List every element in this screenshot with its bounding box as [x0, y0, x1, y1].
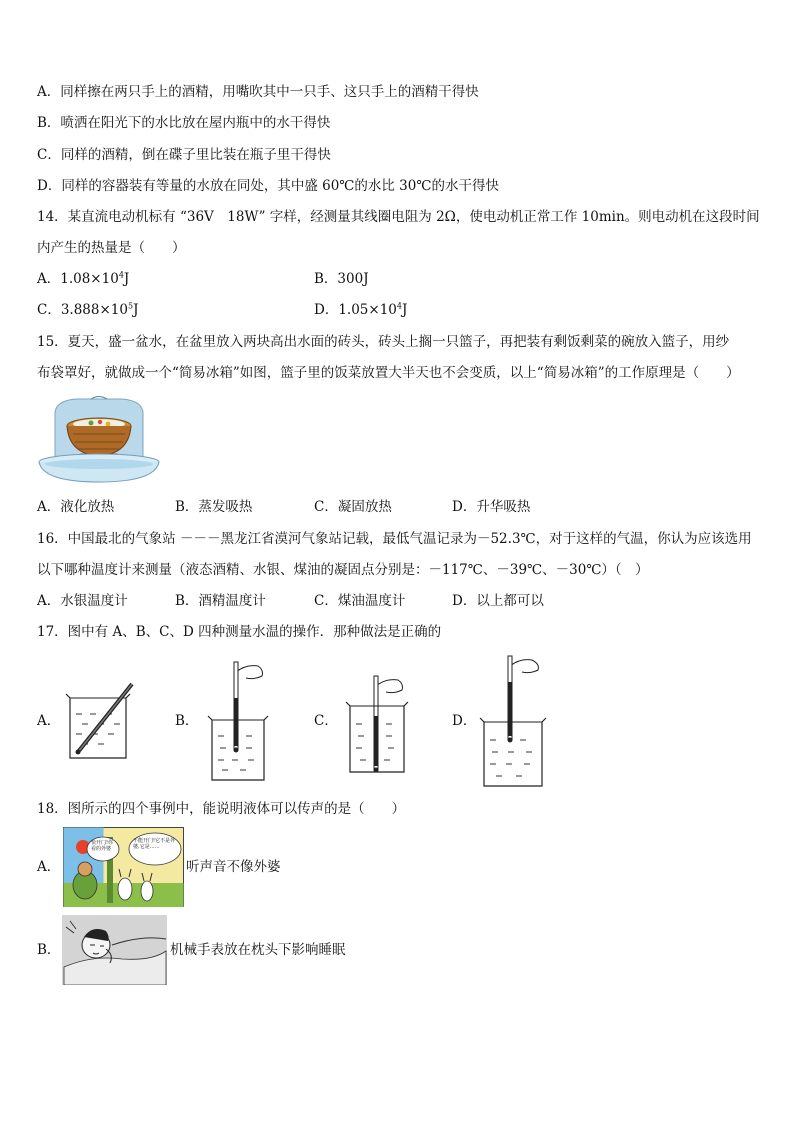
q14-option-a-unit: J: [123, 271, 130, 287]
q17-label-a: A．: [37, 713, 61, 729]
q16-stem-line2: 以下哪种温度计来测量（液态酒精、水银、煤油的凝固点分别是：－117℃、－39℃、－30℃）（ ）: [37, 562, 649, 578]
q18-figure-b-sleeping: [62, 915, 167, 985]
q14-option-b: B．300J: [314, 271, 369, 287]
q18-label-b: B．: [37, 942, 61, 958]
q15-stem-line2: 布袋罩好，就做成一个“简易冰箱”如图，篮子里的饭菜放置大半天也不会变质，以上“简易冰箱”的工作原理是（ ）: [37, 365, 740, 381]
q15-option-a: A．液化放热: [37, 499, 115, 515]
q14-option-a-exp: 4: [118, 270, 124, 280]
q17-label-c: C．: [314, 713, 338, 729]
q16-option-d: D．以上都可以: [452, 593, 544, 609]
q14-option-a-base: A．1.08×10: [37, 271, 119, 287]
q14-option-d-unit: J: [401, 302, 408, 318]
q14-option-c-base: C．3.888×10: [37, 302, 128, 318]
simple-fridge-figure: [37, 396, 161, 484]
q13-option-d: D．同样的容器装有等量的水放在同处，其中盛 60℃的水比 30℃的水干得快: [37, 178, 499, 194]
q14-option-c: [37, 301, 138, 319]
q15-option-d: D．升华吸热: [452, 499, 531, 515]
q16-option-b: B．酒精温度计: [175, 593, 266, 609]
q18-option-a-text: 听声音不像外婆: [186, 859, 281, 875]
q13-option-a: A．同样擦在两只手上的酒精，用嘴吹其中一只手、这只手上的酒精干得快: [37, 84, 479, 100]
q18-figure-a-comic: [63, 827, 184, 907]
q18-comic-speech-left: 快开门!你看的外婆: [91, 840, 114, 852]
q15-option-b: B．蒸发吸热: [175, 499, 253, 515]
q16-option-a: A．水银温度计: [37, 593, 128, 609]
q13-option-c: C．同样的酒精，倒在碟子里比装在瓶子里干得快: [37, 147, 331, 163]
q16-option-c: C．煤油温度计: [314, 593, 406, 609]
q14-option-a: [37, 270, 129, 288]
q17-figure-a-beaker: [62, 680, 138, 762]
q17-stem: 17．图中有 A、B、C、D 四种测量水温的操作．那种做法是正确的: [37, 624, 442, 640]
q14-option-d: [314, 301, 407, 319]
q17-label-b: B．: [175, 713, 199, 729]
q14-option-d-exp: 4: [396, 301, 402, 311]
q18-label-a: A．: [37, 859, 61, 875]
q17-figure-d-beaker: [478, 652, 550, 790]
q14-option-c-exp: 5: [127, 301, 134, 311]
q18-comic-speech-right: 不能开门!它不是外婆,它是……: [133, 838, 176, 850]
q17-figure-c-beaker: [344, 672, 414, 776]
q15-stem-line1: 15．夏天，盛一盆水，在盆里放入两块高出水面的砖头，砖头上搁一只篮子，再把装有剩饭剩菜的碗放入篮子，用纱: [37, 334, 730, 350]
q17-figure-b-beaker: [206, 658, 272, 784]
q17-label-d: D．: [452, 713, 477, 729]
q14-option-d-base: D．1.05×10: [314, 302, 397, 318]
q15-option-c: C．凝固放热: [314, 499, 392, 515]
q18-option-b-text: 机械手表放在枕头下影响睡眠: [170, 942, 346, 958]
q18-stem: 18．图所示的四个事例中，能说明液体可以传声的是（ ）: [37, 801, 406, 817]
q14-stem-line1: 14．某直流电动机标有 “36V 18W” 字样，经测量其线圈电阻为 2Ω，使电动机正常工作 10min。则电动机在这段时间: [37, 209, 760, 225]
q14-option-c-unit: J: [133, 302, 139, 318]
q13-option-b: B．喷洒在阳光下的水比放在屋内瓶中的水干得快: [37, 115, 331, 131]
q14-stem-line2: 内产生的热量是（ ）: [37, 240, 186, 256]
q16-stem-line1: 16．中国最北的气象站 －－－黑龙江省漠河气象站记载，最低气温记录为－52.3℃，对于这样的气温，你认为应该选用: [37, 531, 752, 547]
